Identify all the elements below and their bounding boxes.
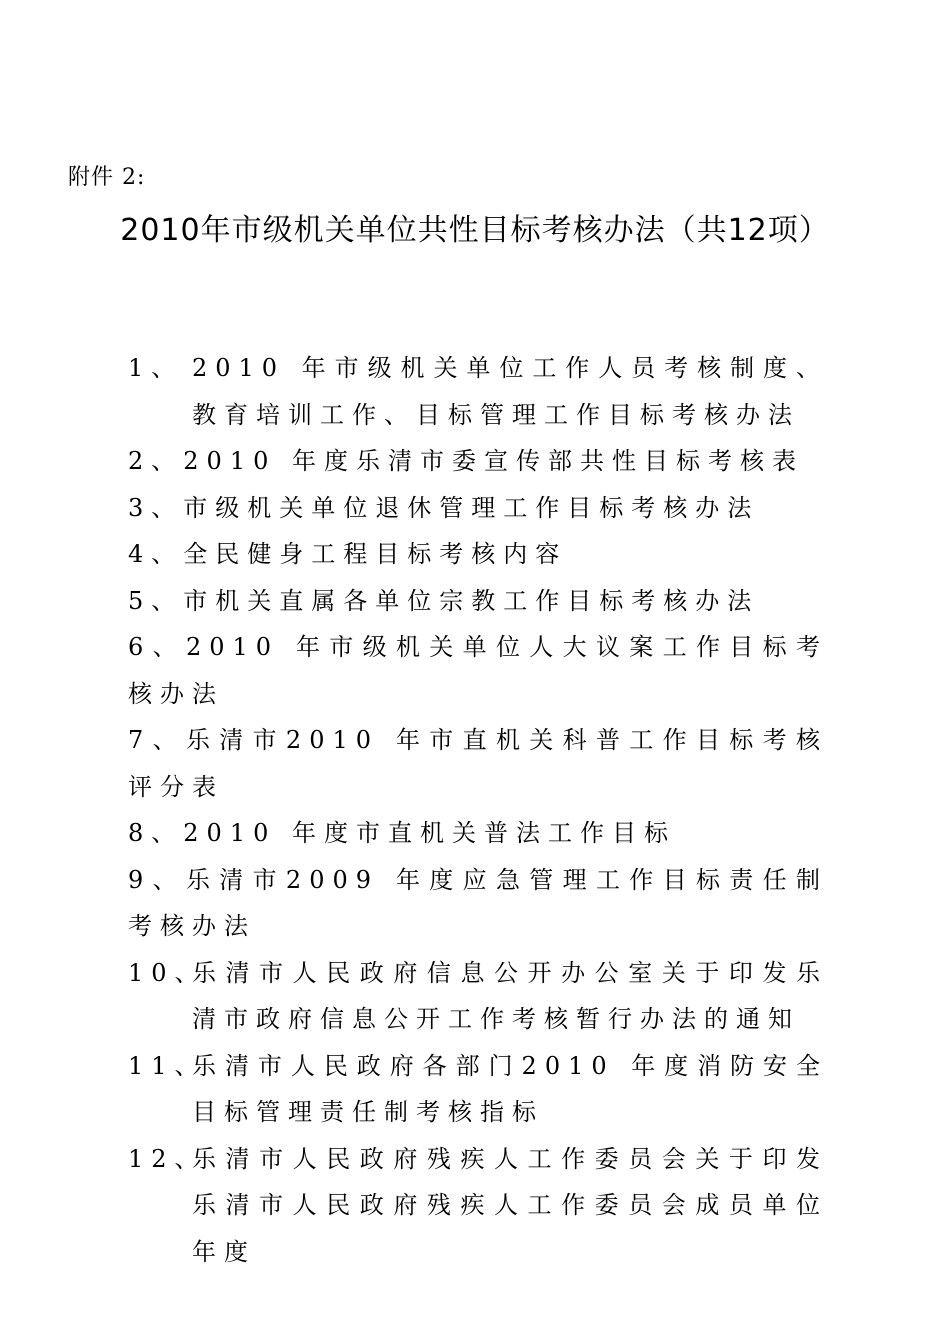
attachment-label: 附件 2: — [68, 165, 146, 190]
item-number: 12、 — [128, 1144, 207, 1173]
item-text: 全民健身工程目标考核内容 — [183, 540, 568, 568]
list-item — [128, 950, 828, 1043]
list-item — [128, 485, 828, 532]
list-item — [128, 345, 828, 438]
item-number: 4、 — [128, 540, 184, 568]
item-list — [128, 345, 828, 1275]
item-text: 2010 年市级机关单位人大议案工作目标考核办法 — [128, 633, 828, 708]
item-number: 2、 — [128, 447, 184, 475]
item-text: 乐清市2009 年度应急管理工作目标责任制考核办法 — [128, 865, 828, 940]
item-number: 8、 — [128, 819, 184, 847]
list-item — [128, 578, 828, 625]
item-number: 7、 — [128, 726, 186, 754]
document-title: 2010年市级机关单位共性目标考核办法（共12项） — [120, 213, 830, 248]
item-number: 10、 — [128, 958, 207, 987]
list-item — [128, 438, 828, 485]
item-text: 市级机关单位退休管理工作目标考核办法 — [183, 493, 760, 522]
item-text: 市机关直属各单位宗教工作目标考核办法 — [183, 586, 760, 615]
item-number: 9、 — [128, 865, 186, 894]
item-text: 乐清市2010 年市直机关科普工作目标考核评分表 — [128, 726, 828, 801]
item-text: 2010 年度乐清市委宣传部共性目标考核表 — [183, 447, 804, 475]
item-number: 11、 — [128, 1051, 207, 1080]
list-item — [128, 531, 828, 578]
item-number: 5、 — [128, 586, 184, 615]
item-number: 3、 — [128, 493, 184, 522]
list-item — [128, 857, 828, 950]
item-number: 6、 — [128, 633, 186, 661]
list-item — [128, 1043, 828, 1136]
item-number: 1、 — [128, 354, 184, 382]
list-item — [128, 810, 828, 857]
list-item — [128, 717, 828, 810]
item-text: 乐清市人民政府各部门2010 年度消防安全目标管理责任制考核指标 — [192, 1051, 828, 1126]
item-text: 2010 年市级机关单位工作人员考核制度、教育培训工作、目标管理工作目标考核办法 — [192, 354, 828, 429]
list-item — [128, 1136, 828, 1276]
item-text: 乐清市人民政府信息公开办公室关于印发乐清市政府信息公开工作考核暂行办法的通知 — [192, 958, 828, 1033]
list-item — [128, 624, 828, 717]
item-text: 乐清市人民政府残疾人工作委员会关于印发乐清市人民政府残疾人工作委员会成员单位年度 — [192, 1144, 828, 1266]
item-text: 2010 年度市直机关普法工作目标 — [183, 819, 676, 847]
